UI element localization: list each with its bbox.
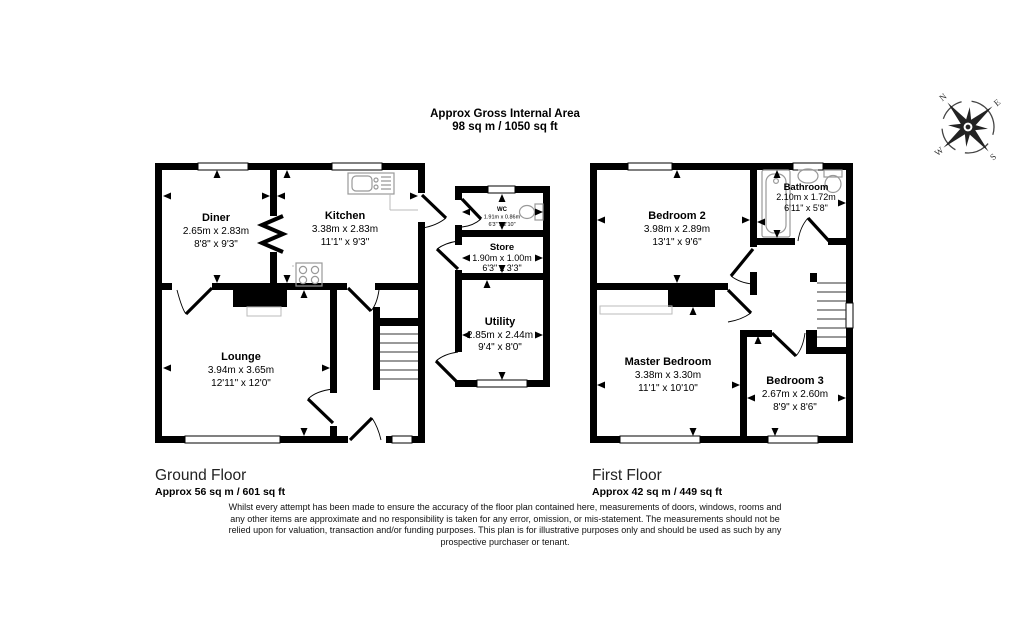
- room-utility-name: Utility: [484, 316, 516, 328]
- room-master-bedroom: [625, 356, 712, 394]
- room-utility-imperial: 9'4" x 8'0": [478, 342, 522, 353]
- room-kitchen-metric: 3.38m x 2.83m: [311, 224, 379, 235]
- room-diner: [183, 212, 249, 250]
- room-store-name: Store: [489, 242, 515, 253]
- room-lounge-name: Lounge: [221, 351, 261, 363]
- ground-stairs: [373, 307, 418, 390]
- room-store-metric: 1.90m x 1.00m: [472, 253, 532, 263]
- room-bathroom-metric: 2.10m x 1.72m: [776, 192, 836, 202]
- first-stairs: [817, 283, 846, 337]
- ground-windows: [182, 163, 412, 443]
- room-lounge-metric: 3.94m x 3.65m: [207, 365, 275, 376]
- first-floor-area: Approx 42 sq m / 449 sq ft: [592, 486, 723, 498]
- room-wc-name: WC: [497, 207, 507, 213]
- stove-icon: [296, 263, 322, 286]
- room-utility: [467, 316, 533, 353]
- compass-n: N: [937, 91, 949, 104]
- title-line-2: 98 sq m / 1050 sq ft: [452, 121, 558, 133]
- room-bedroom2: [644, 210, 710, 248]
- room-kitchen-imperial: 11'1" x 9'3": [320, 237, 370, 248]
- room-lounge-imperial: 12'11" x 12'0": [211, 378, 271, 389]
- ground-floor-label: Ground Floor: [155, 467, 247, 484]
- compass-rose: [907, 67, 1010, 188]
- disclaimer-text: Whilst every attempt has been made to ensure the accuracy of the floor plan contained here, measurements of doors, windows, rooms and any other items are approximate and no responsibility is taken for any error, omission, or mis-statement. The measurements should not be relied upon for valuation, transaction and/or funding purposes. This plan is for illustrative purposes only and should be used as such by any prospective purchaser or tenant.: [228, 502, 782, 547]
- ground-floor-area: Approx 56 sq m / 601 sq ft: [155, 486, 286, 498]
- compass-e: E: [991, 96, 1003, 109]
- room-lounge: [208, 351, 274, 389]
- room-bedroom3-metric: 2.67m x 2.60m: [761, 389, 829, 400]
- compass-w: W: [932, 144, 946, 158]
- room-master-metric: 3.38m x 3.30m: [634, 370, 702, 381]
- room-wc-metric: 1.91m x 0.86m: [483, 214, 521, 221]
- room-bedroom3: [762, 375, 828, 413]
- room-utility-metric: 2.85m x 2.44m: [466, 330, 534, 341]
- room-bathroom-name: Bathroom: [783, 182, 829, 193]
- room-bedroom2-metric: 3.98m x 2.89m: [643, 224, 711, 235]
- room-wc-imperial: 6'3" x 2'10": [488, 222, 516, 228]
- room-wc: [484, 207, 521, 228]
- room-diner-imperial: 8'8" x 9'3": [194, 239, 238, 250]
- room-bedroom2-name: Bedroom 2: [648, 210, 706, 222]
- room-store: [472, 242, 532, 273]
- compass-s: S: [987, 151, 999, 163]
- room-bathroom-imperial: 6'11" x 5'8": [784, 203, 828, 213]
- room-store-imperial: 6'3" x 3'3": [482, 263, 522, 273]
- basin-icon: [798, 169, 818, 183]
- room-master-name: Master Bedroom: [624, 356, 712, 368]
- first-floor-plan: [590, 163, 853, 443]
- kitchen-sink-icon: [348, 173, 394, 194]
- open-plan-divider: [262, 216, 283, 252]
- room-bathroom: [776, 182, 836, 213]
- room-bedroom2-imperial: 13'1" x 9'6": [652, 237, 702, 248]
- room-bedroom3-imperial: 8'9" x 8'6": [773, 402, 817, 413]
- ground-floor-plan: [155, 163, 550, 443]
- hearth: [247, 307, 281, 316]
- room-kitchen: [312, 210, 378, 248]
- room-kitchen-name: Kitchen: [324, 210, 366, 222]
- room-bedroom3-name: Bedroom 3: [766, 375, 824, 387]
- room-master-imperial: 11'1" x 10'10": [638, 383, 698, 394]
- chimney-breast-first: [668, 290, 715, 307]
- room-diner-metric: 2.65m x 2.83m: [182, 226, 250, 237]
- title-line-1: Approx Gross Internal Area: [430, 108, 580, 120]
- master-shelf: [600, 306, 672, 314]
- room-diner-name: Diner: [201, 212, 231, 224]
- first-floor-label: First Floor: [592, 467, 662, 484]
- chimney-breast: [233, 290, 287, 307]
